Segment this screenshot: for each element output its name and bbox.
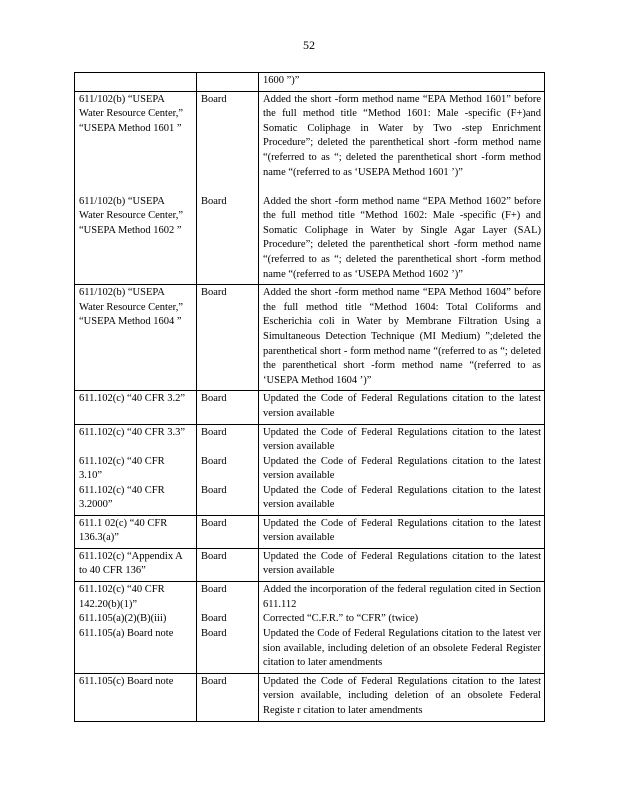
source-cell	[197, 548, 259, 581]
action-entry: Added the incorporation of the federal regulation cited in Section 611.112	[263, 584, 541, 610]
table-row	[75, 548, 545, 581]
section-entry: 611.1 02(c) “40 CFR 136.3(a)”	[79, 517, 168, 544]
action-entry: Added the short -form method name “EPA Method 1602” before the full method title “Method 1602: Male -specific (F+) and Somatic Coliphage in Water by Single Agar Layer (SAL) Procedure”; deleted the parenthetical short -form method name “(referred to as “; deleted the parenthetical short -form method name “(referred to as ‘USEPA Method 1602 ’)”	[263, 195, 541, 280]
source-entry: Board	[201, 584, 227, 596]
source-entry: Board	[201, 613, 227, 625]
action-entry: Updated the Code of Federal Regulations citation to the latest version available	[263, 550, 541, 577]
source-cell	[197, 73, 259, 92]
section-cell	[75, 515, 197, 548]
section-entry: 611.105(a) Board note	[79, 628, 174, 640]
section-entry: 611.102(c) “40 CFR 3.2000”	[79, 484, 165, 511]
action-cell	[259, 424, 545, 515]
source-entry: Board	[201, 287, 227, 299]
source-cell	[197, 391, 259, 424]
section-entry: 611.105(a)(2)(B)(iii)	[79, 613, 167, 625]
source-cell	[197, 91, 259, 285]
section-cell	[75, 391, 197, 424]
source-cell	[197, 285, 259, 391]
table-row	[75, 285, 545, 391]
source-entry: Board	[201, 628, 227, 640]
source-cell	[197, 582, 259, 674]
action-entry: Added the short -form method name “EPA Method 1604” before the full method title “Method 1604: Total Coliforms and Escherichia coli in Water by Membrane Filtration Using a Simultaneous Detection Technique (MI Medium) ”;deleted the parenthetical short - form method name “(referred to as “; deleted the parenthetical short -form method name “(referred to as ‘USEPA Method 1604 ’)”	[263, 287, 541, 386]
table-row	[75, 673, 545, 721]
table-row	[75, 391, 545, 424]
action-entry: Updated the Code of Federal Regulations citation to the latest version available	[263, 426, 541, 453]
section-entry: 611/102(b) “USEPA Water Resource Center,” “USEPA Method 1602 ”	[79, 195, 183, 236]
action-cell	[259, 515, 545, 548]
action-entry: Updated the Code of Federal Regulations citation to the latest version available	[263, 517, 541, 544]
section-cell	[75, 673, 197, 721]
source-entry: Board	[201, 550, 227, 562]
action-cell	[259, 285, 545, 391]
action-cell	[259, 73, 545, 92]
section-cell	[75, 73, 197, 92]
action-entry: Updated the Code of Federal Regulations citation to the latest version available	[263, 484, 541, 511]
action-cell	[259, 582, 545, 674]
source-entry: Board	[201, 426, 227, 438]
source-entry: Board	[201, 195, 227, 207]
table-row	[75, 582, 545, 674]
action-entry: Added the short -form method name “EPA Method 1601” before the full method title “Method 1601: Male -specific (F+)and Somatic Coliphage in Water by Two -step Enrichment Procedure”; deleted the parenthetical short -form method name “(referred to as “; deleted the parenthetical short -form method name “(referred to as ‘USEPA Method 1601 ’)”	[263, 93, 541, 178]
section-cell	[75, 582, 197, 674]
source-entry: Board	[201, 484, 227, 496]
table-row	[75, 515, 545, 548]
table-row	[75, 91, 545, 285]
action-entry: Updated the Code of Federal Regulations citation to the latest version available	[263, 455, 541, 482]
source-entry: Board	[201, 93, 227, 105]
section-cell	[75, 548, 197, 581]
action-entry: Updated the Code of Federal Regulations citation to the latest version available	[263, 393, 541, 419]
section-entry: 611.102(c) “40 CFR 3.10”	[79, 455, 165, 482]
section-cell	[75, 424, 197, 515]
section-entry: 611.102(c) “Appendix A to 40 CFR 136”	[79, 550, 183, 577]
action-entry: Updated the Code of Federal Regulations citation to the latest version available, including deletion of an obsolete Federal Registe r citation to later amendments	[263, 675, 541, 717]
action-cell	[259, 391, 545, 424]
section-cell	[75, 91, 197, 285]
source-entry: Board	[201, 675, 227, 687]
source-cell	[197, 424, 259, 515]
source-cell	[197, 673, 259, 721]
section-cell	[75, 285, 197, 391]
action-entry: Updated the Code of Federal Regulations citation to the latest ver sion available, including deletion of an obsolete Federal Register citation to later amendments	[263, 628, 541, 669]
source-entry: Board	[201, 455, 227, 467]
action-entry: Corrected “C.F.R.” to “CFR” (twice)	[263, 613, 419, 625]
section-entry: 611.102(c) “40 CFR 142.20(b)(1)”	[79, 584, 165, 610]
section-entry: 611.102(c) “40 CFR 3.2”	[79, 393, 186, 405]
section-entry: 611/102(b) “USEPA Water Resource Center,” “USEPA Method 1601 ”	[79, 93, 183, 134]
table-row	[75, 424, 545, 515]
action-cell	[259, 548, 545, 581]
action-entry: 1600 ”)”	[263, 75, 300, 86]
section-entry: 611.105(c) Board note	[79, 675, 174, 687]
action-cell	[259, 91, 545, 285]
source-cell	[197, 515, 259, 548]
source-entry: Board	[201, 517, 227, 529]
source-entry: Board	[201, 393, 227, 405]
table-row	[75, 73, 545, 92]
section-entry: 611/102(b) “USEPA Water Resource Center,” “USEPA Method 1604 ”	[79, 287, 183, 328]
action-cell	[259, 673, 545, 721]
page-number: 52	[303, 38, 315, 52]
rules-table	[74, 72, 545, 722]
section-entry: 611.102(c) “40 CFR 3.3”	[79, 426, 186, 438]
